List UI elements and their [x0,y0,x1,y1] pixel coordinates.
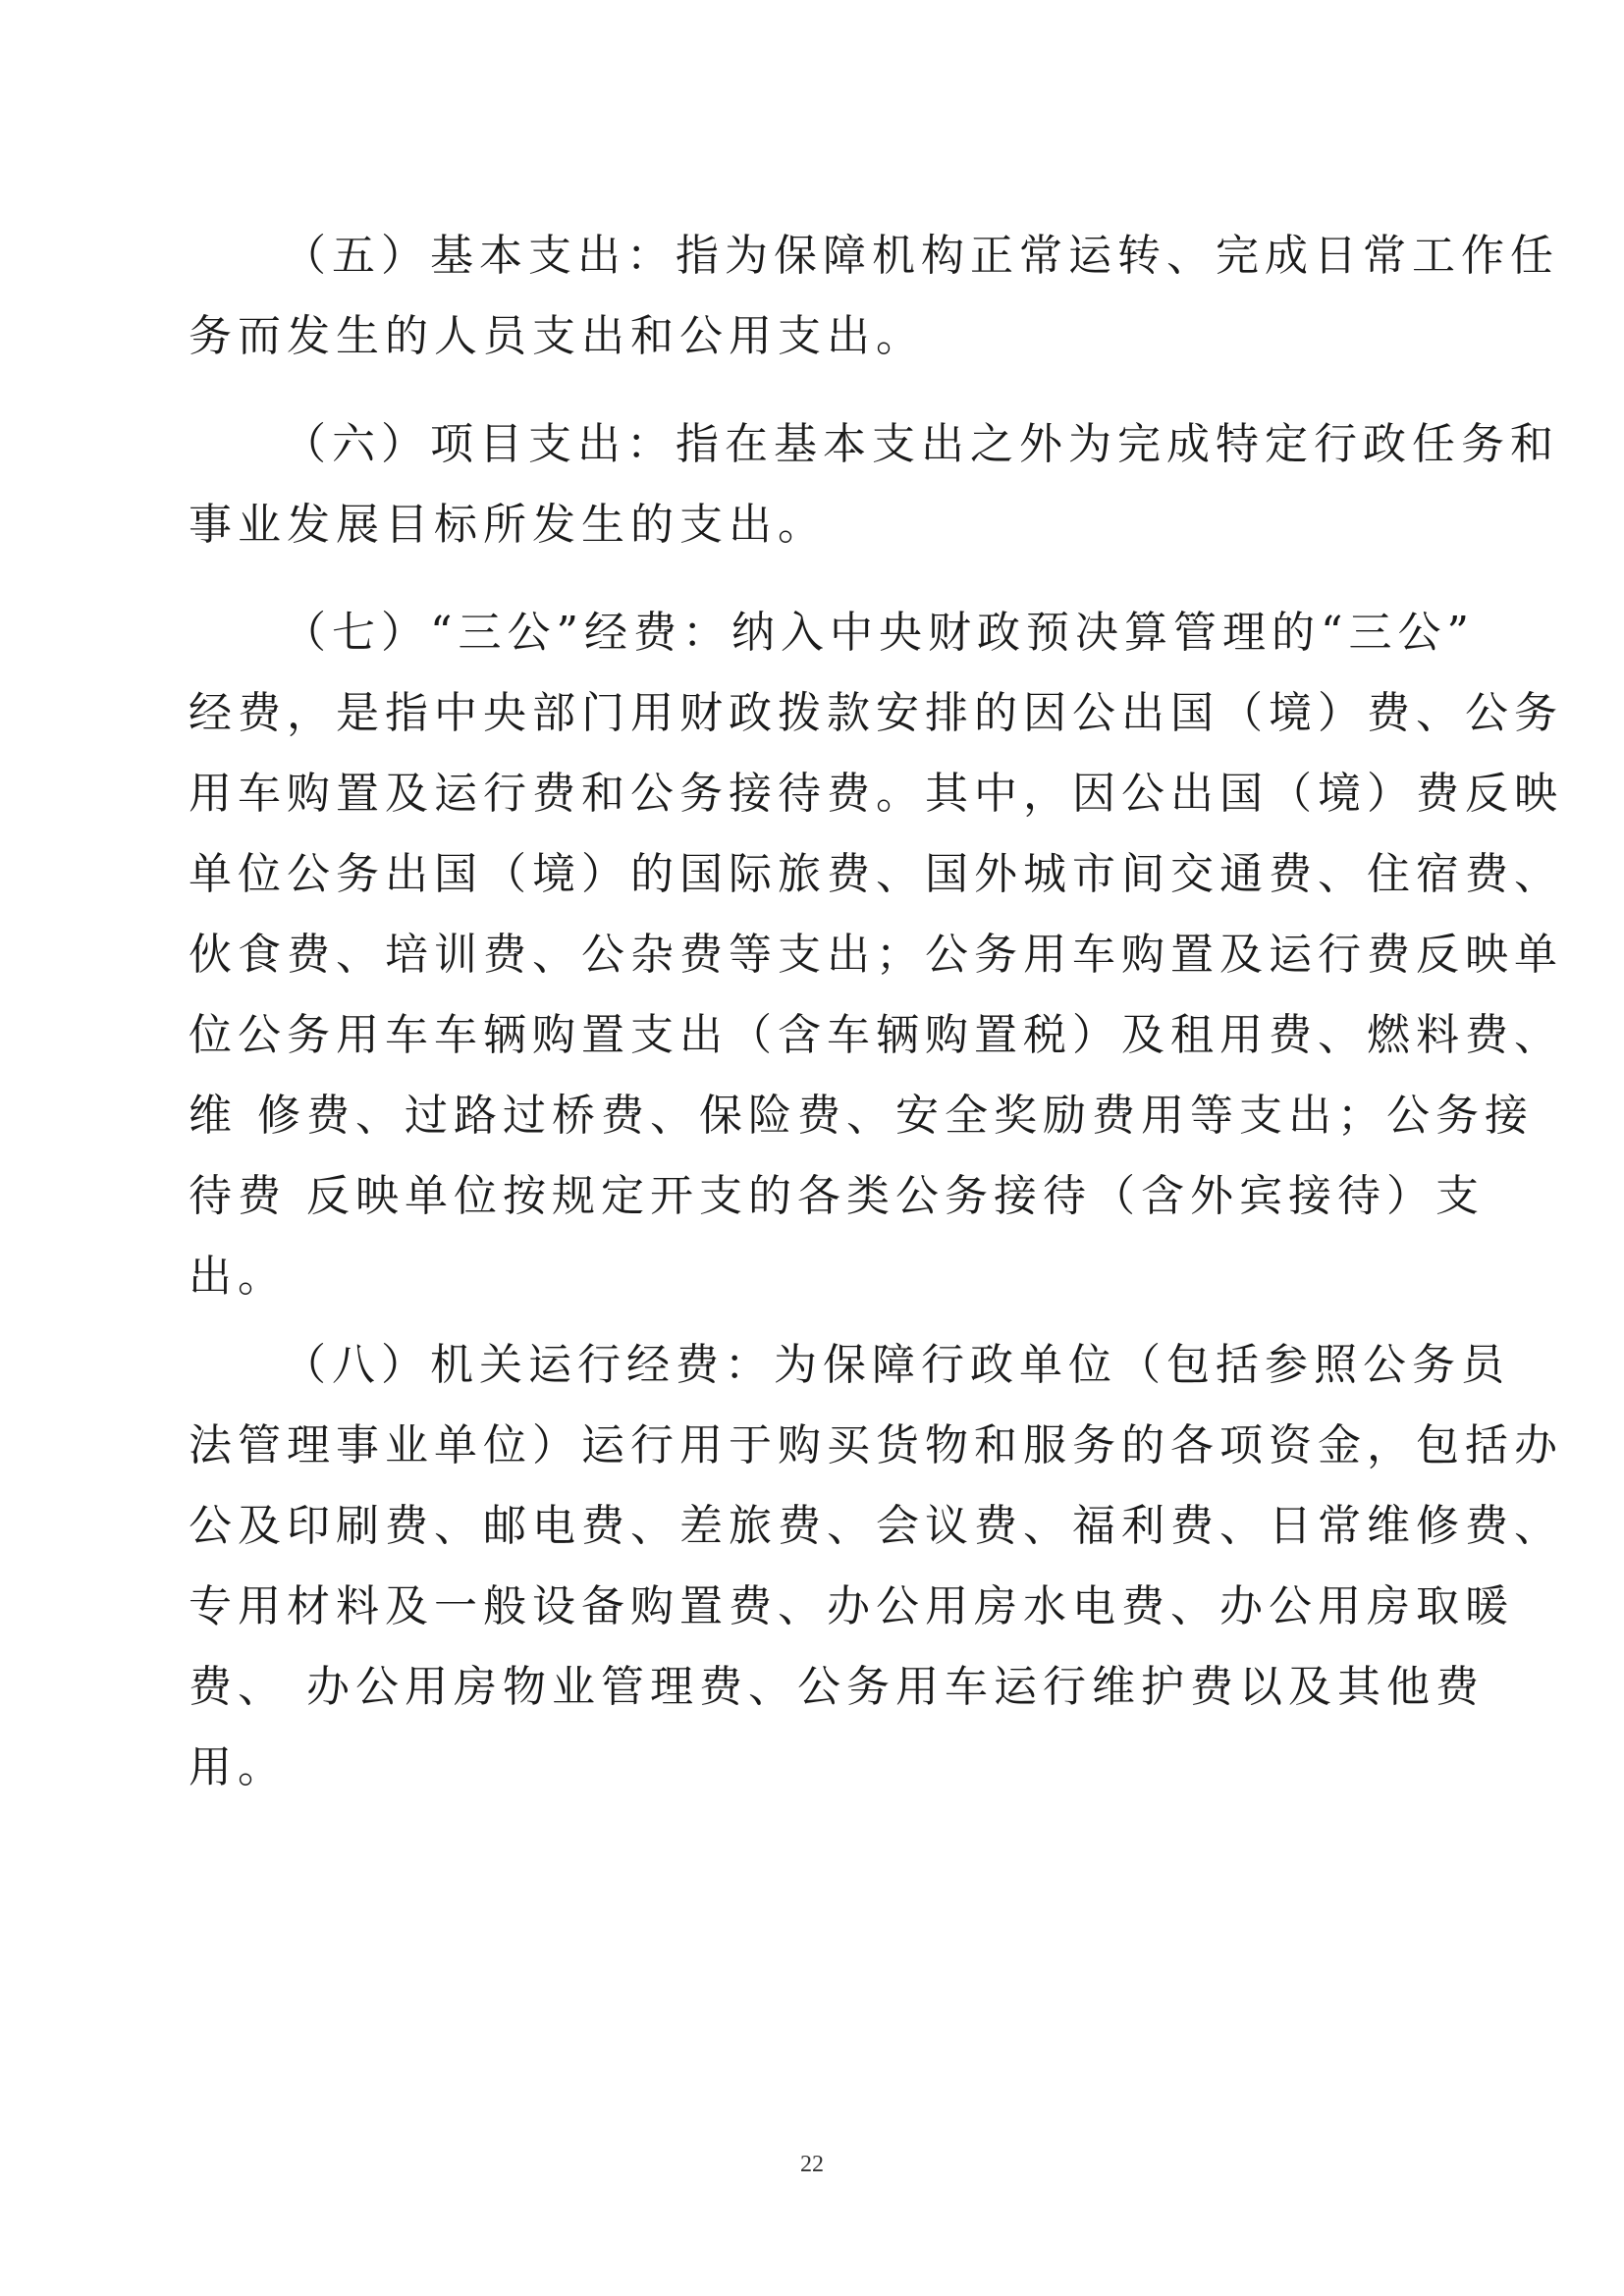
text-line: 费、 办公用房物业管理费、公务用车运行维护费以及其他费 [189,1662,1485,1712]
text-line: （六）项目支出：指在基本支出之外为完成特定行政任务和 [283,419,1559,469]
text-line: 位公务用车车辆购置支出（含车辆购置税）及租用费、燃料费、 [189,1010,1563,1060]
text-line: 伙食费、培训费、公杂费等支出；公务用车购置及运行费反映单 [189,930,1563,980]
text-line: 待费 反映单位按规定开支的各类公务接待（含外宾接待）支 [189,1171,1485,1221]
text-line: 专用材料及一般设备购置费、办公用房水电费、办公用房取暖 [189,1581,1514,1631]
text-line: 务而发生的人员支出和公用支出。 [189,311,925,361]
text-line: 事业发展目标所发生的支出。 [189,500,827,550]
paragraph-basic-expenditure [189,216,1559,377]
text-line: 公及印刷费、邮电费、差旅费、会议费、福利费、日常维修费、 [189,1501,1563,1551]
paragraph-operating-expenses [189,1325,1563,1808]
paragraph-three-public-expenses [189,593,1563,1317]
page-number: 22 [800,2152,824,2177]
text-line: （五）基本支出：指为保障机构正常运转、完成日常工作任 [283,231,1559,281]
text-line: 法管理事业单位）运行用于购买货物和服务的各项资金，包括办 [189,1420,1563,1470]
text-line: （七）“三公”经费：纳入中央财政预决算管理的“三公” [283,608,1475,658]
text-line: 用车购置及运行费和公务接待费。其中，因公出国（境）费反映 [189,769,1563,819]
text-line: 经费，是指中央部门用财政拨款安排的因公出国（境）费、公务 [189,688,1563,738]
paragraph-project-expenditure [189,404,1559,565]
text-line: 维 修费、过路过桥费、保险费、安全奖励费用等支出；公务接 [189,1091,1534,1141]
text-line: 出。 [189,1252,287,1302]
text-line: （八）机关运行经费：为保障行政单位（包括参照公务员 [283,1340,1510,1390]
text-line: 单位公务出国（境）的国际旅费、国外城市间交通费、住宿费、 [189,849,1563,899]
text-line: 用。 [189,1742,287,1792]
